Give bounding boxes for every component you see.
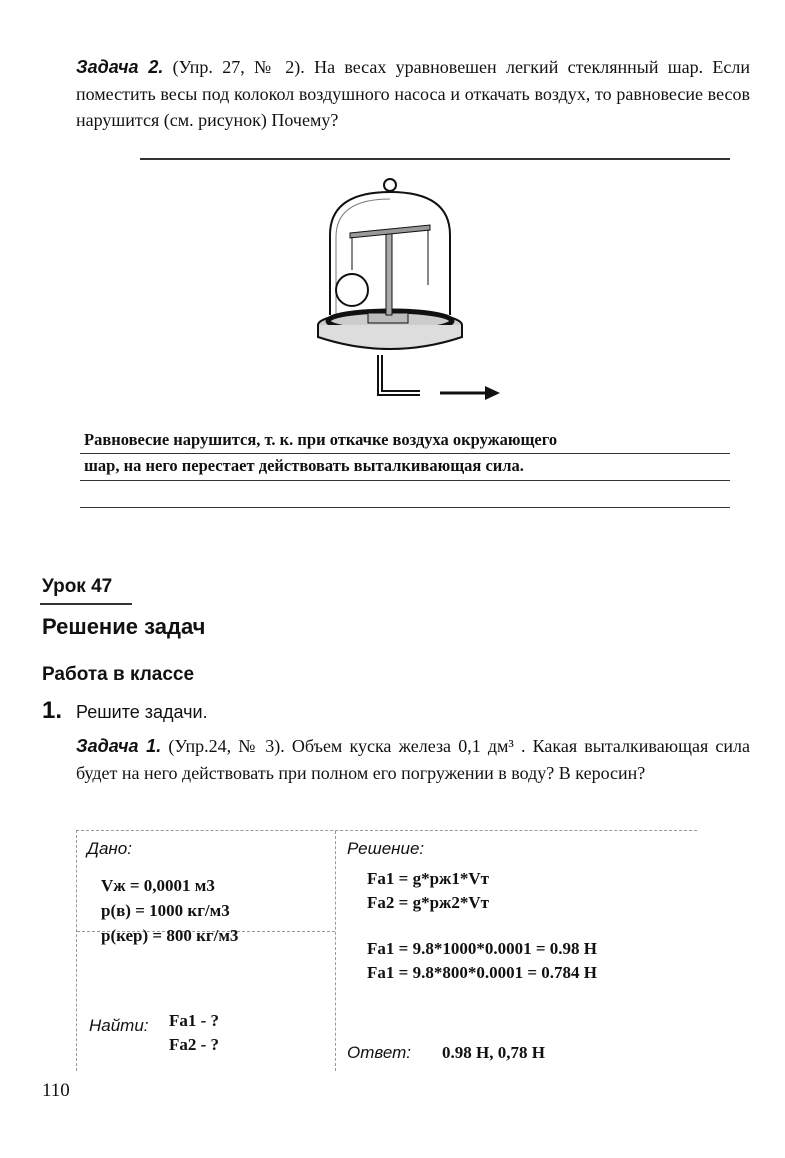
- solution-table: [76, 830, 697, 1071]
- given-item: р(кер) = 800 кг/м3: [101, 926, 239, 945]
- given-item: р(в) = 1000 кг/м3: [101, 901, 230, 920]
- answer2-line1: Равновесие нарушится, т. к. при откачке воздуха окружающего: [84, 430, 558, 449]
- answer-line: [140, 158, 730, 160]
- answer2-line2: шар, на него перестает действовать выталкивающая сила.: [84, 456, 524, 475]
- solution-line: Fa1 = 9.8*1000*0.0001 = 0.98 Н: [367, 939, 597, 958]
- given-label: Дано:: [87, 839, 132, 858]
- task1-label: Задача 1.: [76, 736, 162, 756]
- task2-text: [76, 54, 750, 134]
- find-item: Fa2 - ?: [169, 1035, 220, 1054]
- lesson-underline: [40, 603, 132, 605]
- lesson-title: Урок 47: [42, 576, 113, 597]
- solution-line: Fa1 = 9.8*800*0.0001 = 0.784 Н: [367, 963, 597, 982]
- find-item: Fa1 - ?: [169, 1011, 220, 1030]
- given-item: Vж = 0,0001 м3: [101, 876, 215, 895]
- answer-value: 0.98 Н, 0,78 Н: [442, 1043, 545, 1062]
- section-heading: Работа в классе: [42, 664, 195, 685]
- task1-text: [76, 733, 750, 786]
- page-number: 110: [42, 1080, 70, 1101]
- bell-jar-illustration: [310, 175, 510, 415]
- task2-label: Задача 2.: [76, 57, 164, 77]
- solution-label: Решение:: [347, 839, 425, 858]
- answer-label: Ответ:: [347, 1043, 412, 1062]
- item-text: Решите задачи.: [76, 702, 208, 722]
- find-label: Найти:: [89, 1016, 149, 1035]
- line: [80, 507, 730, 508]
- line: [80, 453, 730, 454]
- solution-line: Fa2 = g*рж2*Vт: [367, 893, 489, 912]
- task2-body: (Упр. 27, № 2). На весах уравновешен легкий стеклянный шар. Если поместить весы под колокол воздушного насоса и откачать воздух, то равновесие весов нарушится (см. рисунок) Почему?: [76, 57, 750, 130]
- task1-body: (Упр.24, № 3). Объем куска железа 0,1 дм³ . Какая выталкивающая сила будет на него действовать при полном его погружении в воду? В керосин?: [76, 736, 751, 783]
- divider: [335, 831, 336, 1071]
- item-number: 1.: [42, 697, 63, 724]
- line: [80, 480, 730, 481]
- lesson-subtitle: Решение задач: [42, 614, 206, 639]
- solution-line: Fa1 = g*рж1*Vт: [367, 869, 489, 888]
